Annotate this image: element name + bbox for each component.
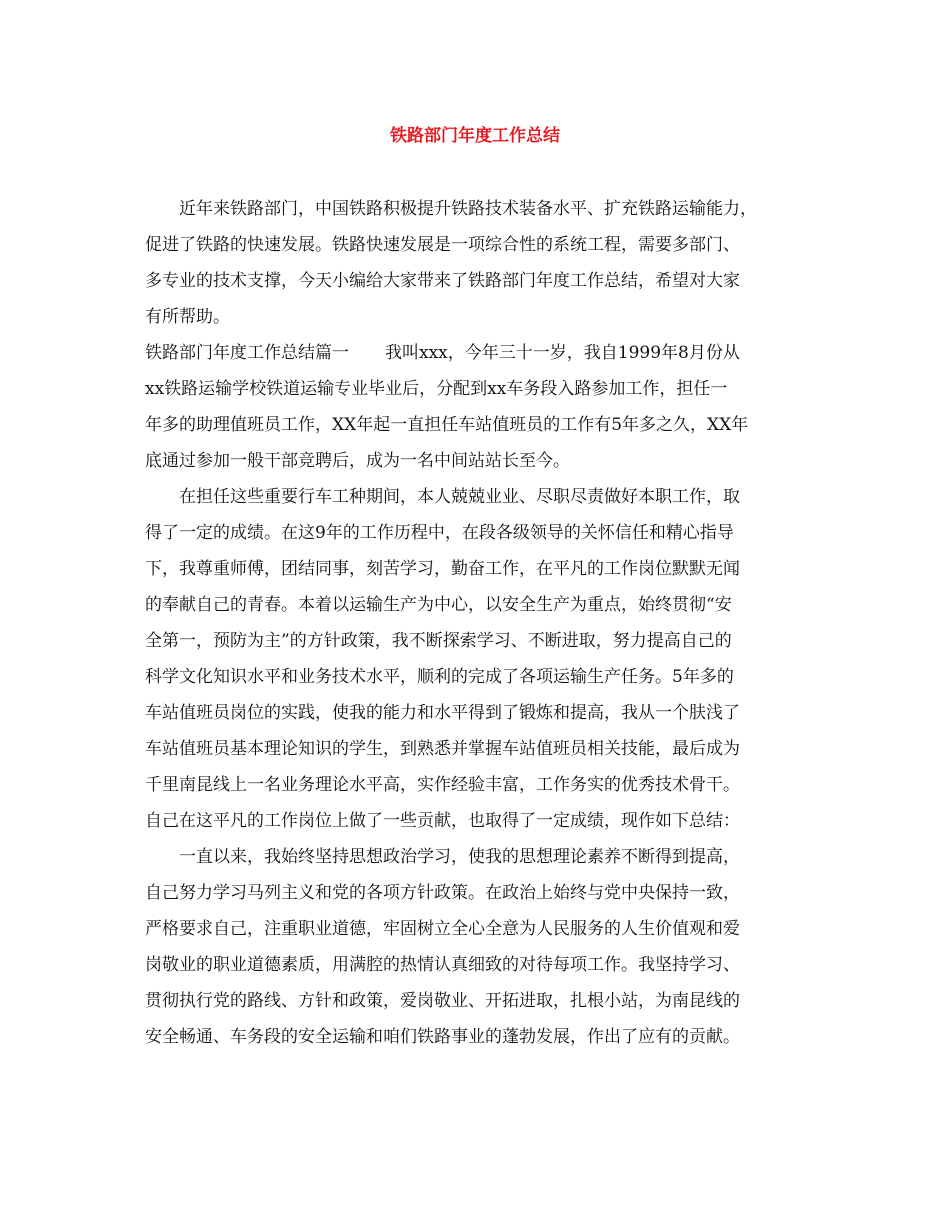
text-line: 的奉献自己的青春。本着以运输生产为中心，以安全生产为重点，始终贯彻“安 xyxy=(145,595,732,615)
text-line: 一直以来，我始终坚持思想政治学习，使我的思想理论素养不断得到提高， xyxy=(179,847,740,867)
text-line: 车站值班员基本理论知识的学生，到熟悉并掌握车站值班员相关技能，最后成为 xyxy=(145,739,740,759)
paragraph-political-study xyxy=(145,839,805,1055)
text-line: xx铁路运输学校铁道运输专业毕业后，分配到xx车务段入路参加工作，担任一 xyxy=(145,379,728,399)
text-line: 千里南昆线上一名业务理论水平高，实作经验丰富，工作务实的优秀技术骨干。 xyxy=(145,775,740,795)
text-line-with-heading xyxy=(145,335,805,371)
text-line: 在担任这些重要行车工种期间，本人兢兢业业、尽职尽责做好本职工作，取 xyxy=(179,487,740,507)
text-line: 促进了铁路的快速发展。铁路快速发展是一项综合性的系统工程，需要多部门、 xyxy=(145,235,740,255)
section-heading: 铁路部门年度工作总结篇一 xyxy=(145,343,349,363)
text-line: 近年来铁路部门，中国铁路积极提升铁路技术装备水平、扩充铁路运输能力， xyxy=(179,199,757,219)
text-line: 车站值班员岗位的实践，使我的能力和水平得到了锻炼和提高，我从一个肤浅了 xyxy=(145,703,740,723)
text-line: 贯彻执行党的路线、方针和政策，爱岗敬业、开拓进取，扎根小站，为南昆线的 xyxy=(145,991,740,1011)
text-line: 安全畅通、车务段的安全运输和咱们铁路事业的蓬勃发展，作出了应有的贡献。 xyxy=(145,1027,740,1047)
document-body xyxy=(145,191,805,1055)
section-first-line: 我叫xxx，今年三十一岁，我自1999年8月份从 xyxy=(385,343,740,363)
text-line: 多专业的技术支撑，今天小编给大家带来了铁路部门年度工作总结，希望对大家 xyxy=(145,271,740,291)
text-line: 科学文化知识水平和业务技术水平，顺利的完成了各项运输生产任务。5年多的 xyxy=(145,667,734,687)
document-title: 铁路部门年度工作总结 xyxy=(390,126,560,146)
text-line: 年多的助理值班员工作，XX年起一直担任车站值班员的工作有5年多之久，XX年 xyxy=(145,415,749,435)
text-line: 全第一，预防为主”的方针政策，我不断探索学习、不断进取，努力提高自己的 xyxy=(145,631,732,651)
text-line: 有所帮助。 xyxy=(145,307,230,327)
paragraph-intro xyxy=(145,191,805,335)
text-line: 下，我尊重师傅，团结同事，刻苦学习，勤奋工作，在平凡的工作岗位默默无闻 xyxy=(145,559,740,579)
text-line: 得了一定的成绩。在这9年的工作历程中，在段各级领导的关怀信任和精心指导 xyxy=(145,523,734,543)
text-line: 自己在这平凡的工作岗位上做了一些贡献，也取得了一定成绩，现作如下总结： xyxy=(145,811,740,831)
paragraph-section-one xyxy=(145,335,805,479)
paragraph-work-history xyxy=(145,479,805,839)
text-line: 底通过参加一般干部竞聘后，成为一名中间站站长至今。 xyxy=(145,451,570,471)
text-line: 岗敬业的职业道德素质，用满腔的热情认真细致的对待每项工作。我坚持学习、 xyxy=(145,955,740,975)
text-line: 严格要求自己，注重职业道德，牢固树立全心全意为人民服务的人生价值观和爱 xyxy=(145,919,740,939)
text-line: 自己努力学习马列主义和党的各项方针政策。在政治上始终与党中央保持一致， xyxy=(145,883,740,903)
